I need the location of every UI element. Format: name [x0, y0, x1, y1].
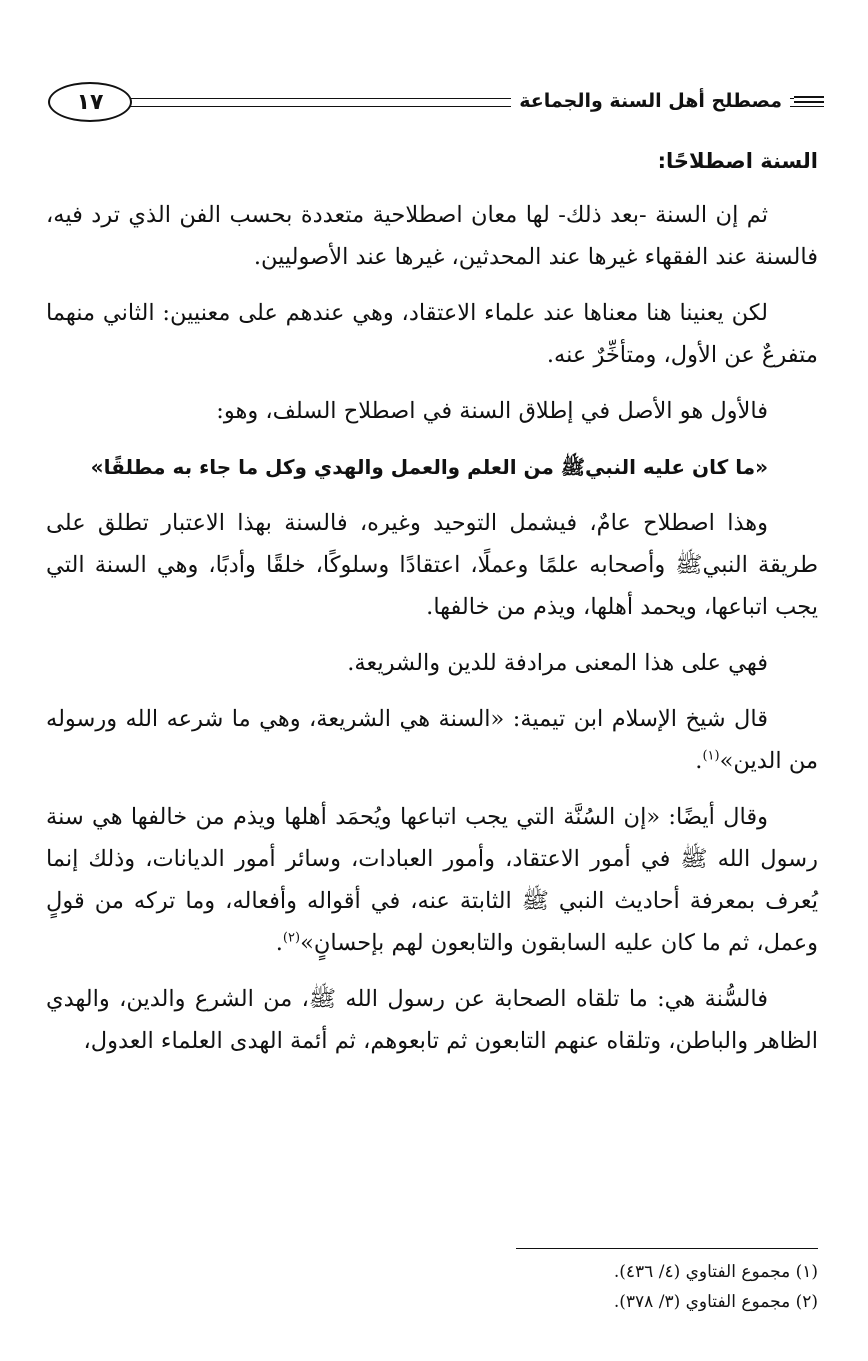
definition-quote: «ما كان عليه النبيﷺ من العلم والعمل والهدي وكل ما جاء به مطلقًا» [90, 455, 768, 479]
main-text [46, 140, 818, 1076]
footnote-2: (٢) مجموع الفتاوي (٣/ ٣٧٨). [613, 1292, 818, 1312]
section-heading: السنة اصطلاحًا: [657, 149, 818, 173]
footnote-ref-1[interactable]: (١) [702, 748, 720, 764]
page-number: ١٧ [48, 82, 132, 122]
paragraph-5: فهي على هذا المعنى مرادفة للدين والشريعة. [347, 650, 768, 676]
footnote-1: (١) مجموع الفتاوي (٤/ ٤٣٦). [613, 1262, 818, 1282]
paragraph-6-end: . [695, 748, 703, 774]
footnote-ref-2[interactable]: (٢) [282, 930, 301, 946]
paragraph-6-text: قال شيخ الإسلام ابن تيمية: «السنة هي الشريعة، وهي ما شرعه الله ورسوله من الدين» [46, 706, 818, 774]
paragraph-2: لكن يعنينا هنا معناها عند علماء الاعتقاد، وهي عندهم على معنيين: الثاني منهما متفرعٌ عن الأول، ومتأخِّرٌ عنه. [46, 300, 818, 368]
paragraph-3: فالأول هو الأصل في إطلاق السنة في اصطلاح السلف، وهو: [216, 398, 768, 424]
page-header [44, 82, 824, 126]
footnotes [318, 1257, 818, 1317]
paragraph-7-end: . [275, 930, 283, 956]
paragraph-7 [46, 796, 818, 964]
footnote-separator [516, 1248, 818, 1249]
running-title: مصطلح أهل السنة والجماعة [511, 86, 790, 116]
paragraph-4: وهذا اصطلاح عامٌ، فيشمل التوحيد وغيره، فالسنة بهذا الاعتبار تطلق على طريقة النبيﷺ وأصحابه علمًا وعملًا، اعتقادًا وسلوكًا، خلقًا وأدبًا، وهي السنة التي يجب اتباعها، ويحمد أهلها، ويذم من خالفها. [46, 510, 818, 620]
header-ornament [794, 96, 824, 103]
paragraph-7-text: وقال أيضًا: «إن السُنَّة التي يجب اتباعها ويُحمَد أهلها ويذم من خالفها هي سنة رسول الله ﷺ في أمور الاعتقاد، وأمور العبادات، وسائر أمور الديانات، وذلك إنما يُعرف بمعرفة أحاديث النبي ﷺ الثابتة عنه، في أقواله وأفعاله، وما تركه من قولٍ وعمل، ثم ما كان عليه السابقون والتابعون لهم بإحسانٍ» [46, 804, 818, 956]
paragraph-1: ثم إن السنة -بعد ذلك- لها معان اصطلاحية متعددة بحسب الفن الذي ترد فيه، فالسنة عند الفقهاء غيرها عند المحدثين، غيرها عند الأصوليين. [46, 202, 818, 270]
paragraph-8: فالسُّنة هي: ما تلقاه الصحابة عن رسول الله ﷺ، من الشرع والدين، والهدي الظاهر والباطن، وتلقاه عنهم التابعون ثم تابعوهم، ثم أئمة الهدى العلماء العدول، [46, 986, 818, 1054]
paragraph-6 [46, 698, 818, 782]
